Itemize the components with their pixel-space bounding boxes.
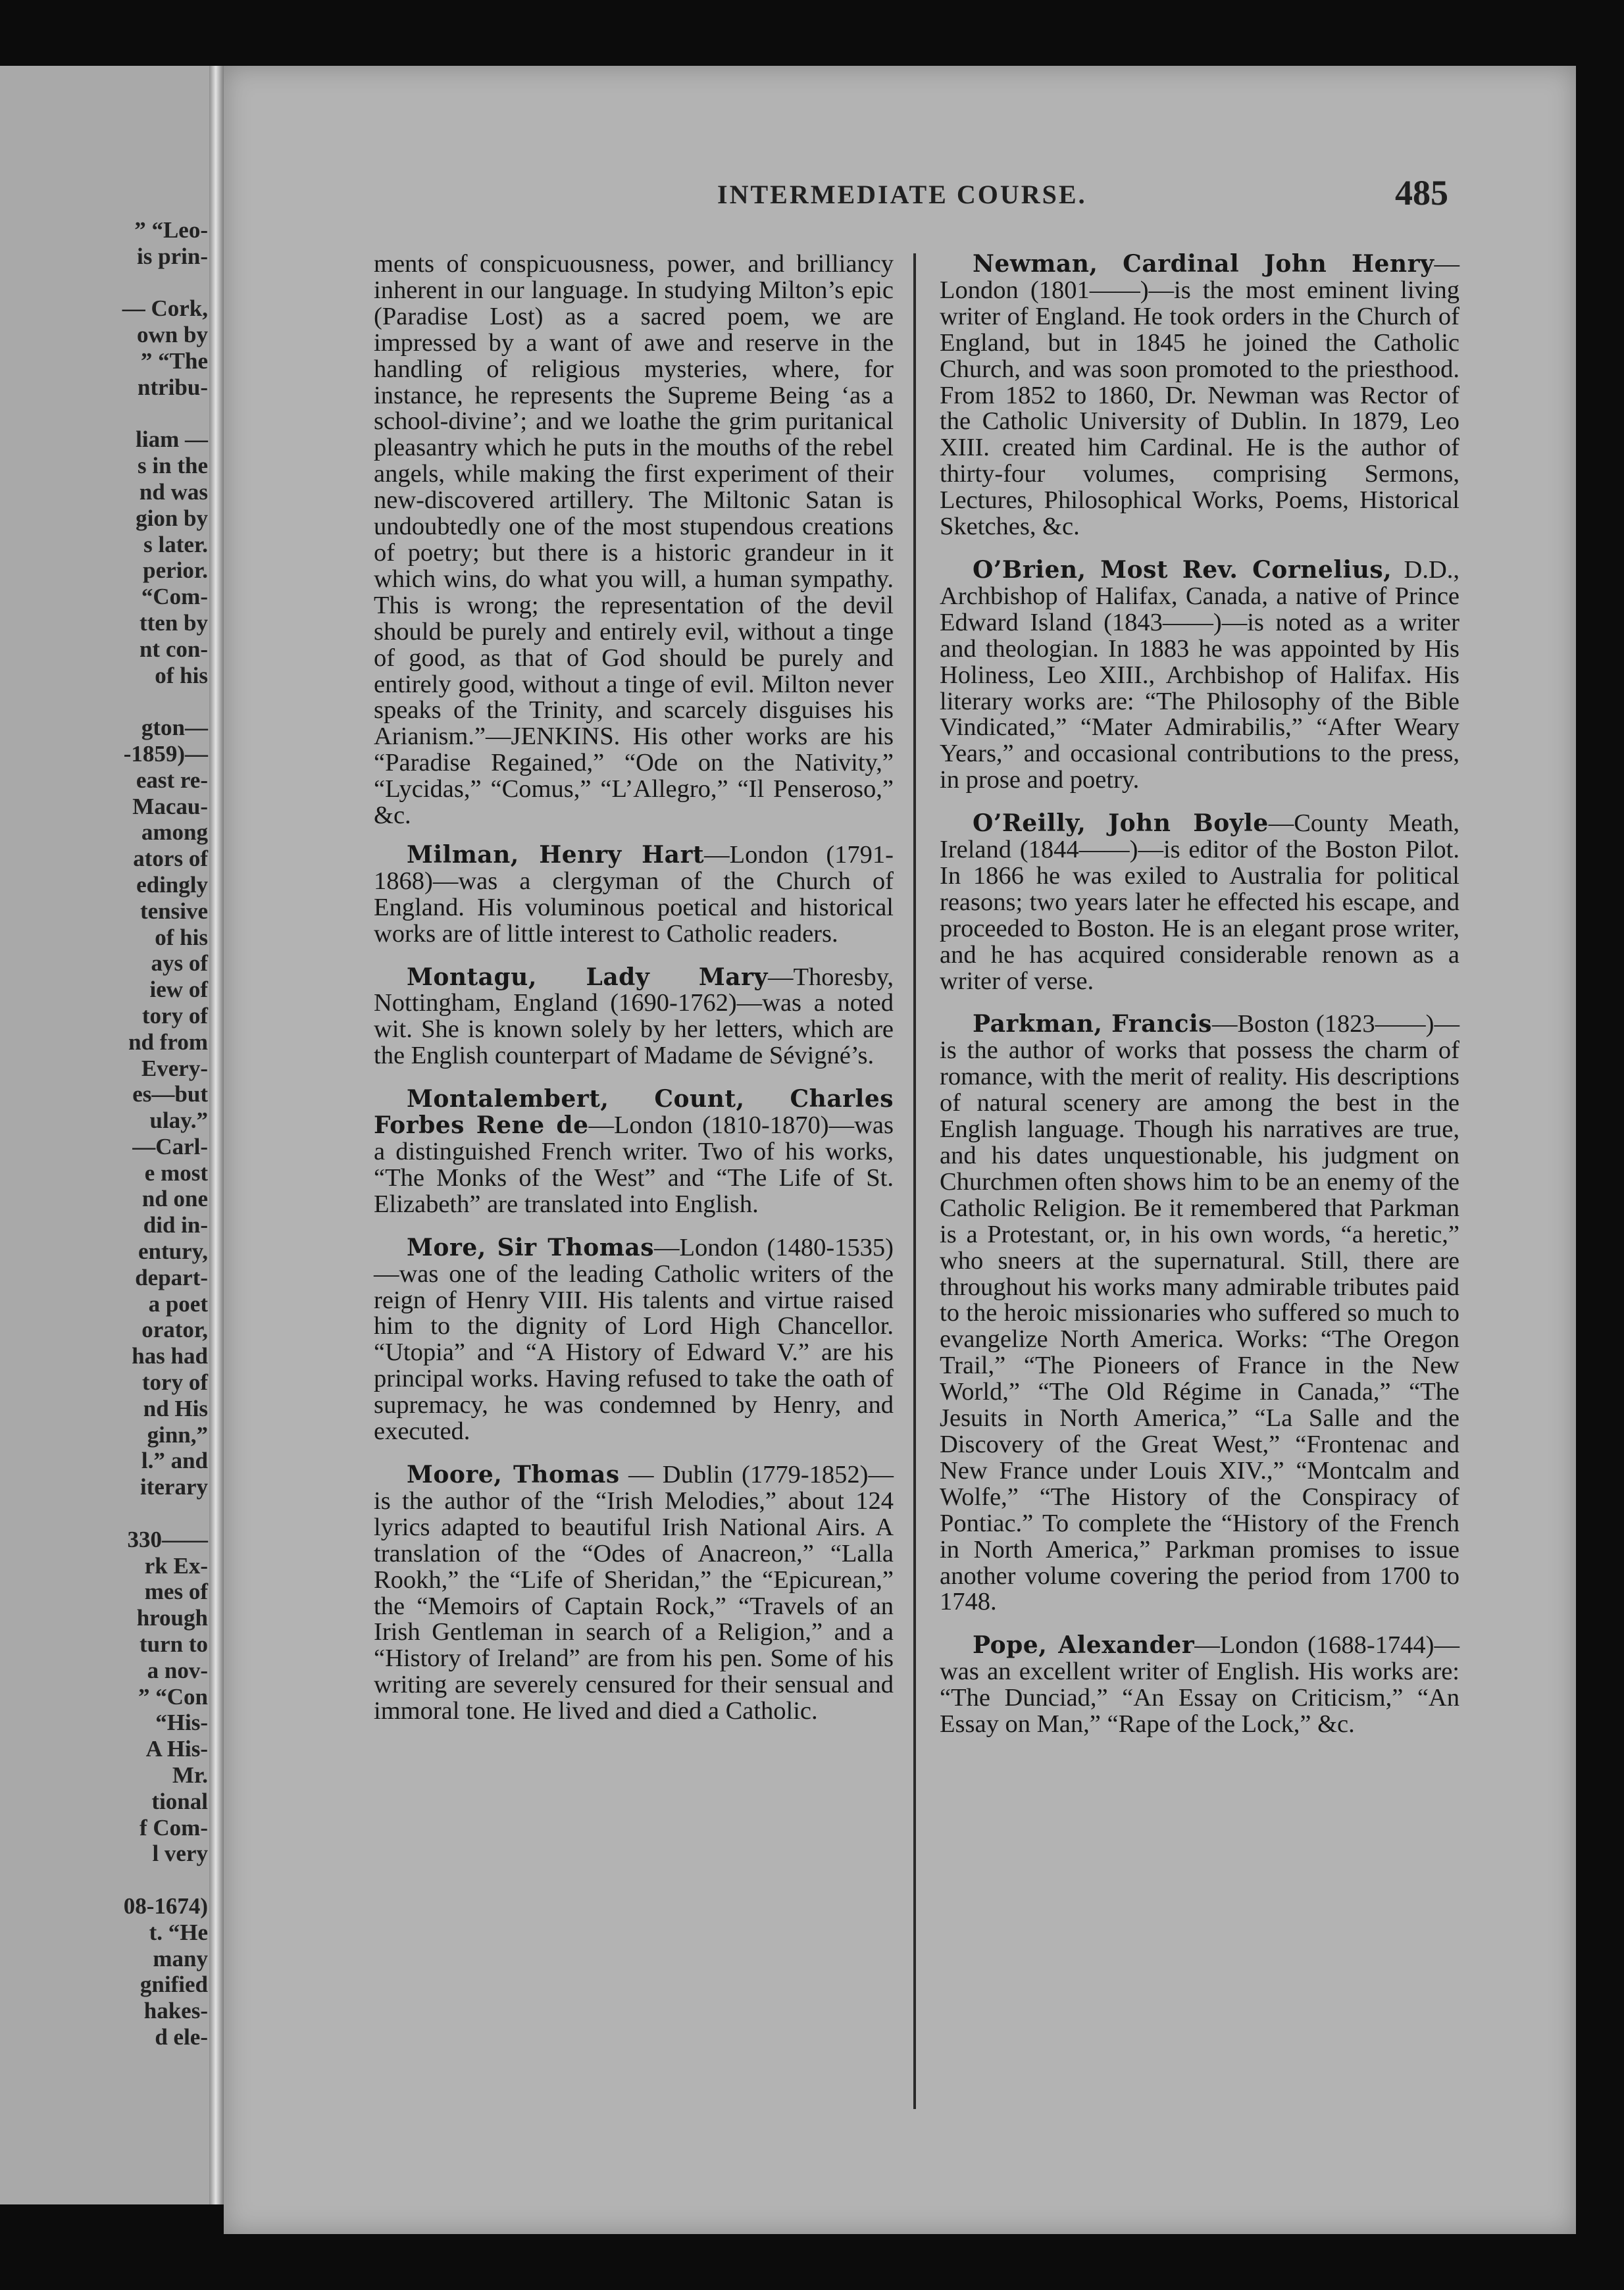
entry-paragraph <box>374 1462 894 1725</box>
facing-page-line: tten by <box>139 609 208 636</box>
entry-text: —London (1480-1535)—was one of the leading Catholic writers of the reign of Henry VIII. His talents and virtue raised him to the dignity of Lord High Chancellor. “Utopia” and “A History of Edward V.” are his principal works. Having refused to take the oath of supremacy, he was condemned by Henry, and executed. <box>374 1233 894 1446</box>
entry-text: — Dublin (1779-1852)—is the author of the “Irish Melodies,” about 124 lyrics adapted to beautiful Irish National Airs. A translation of the “Odes of Anacreon,” “Lalla Rookh,” the “Life of Sheridan,” the “Epicurean,” the “Memoirs of Captain Rock,” “Travels of an Irish Gentleman in search of a Religion,” and a “History of Ireland” are from his pen. Some of his writing are severely censured for their sensual and immoral tone. He lived and died a Catholic. <box>374 1460 894 1725</box>
facing-page-line: ginn,” <box>147 1421 208 1448</box>
facing-page-line: es—but <box>132 1081 208 1107</box>
entry-text: —London (1810-1870)—was a distinguished French writer. Two of his works, “The Monks of the West” and “The Life of St. Elizabeth” are translated into English. <box>374 1111 894 1218</box>
facing-page-line: a poet <box>148 1290 208 1317</box>
entry-paragraph <box>374 1235 894 1445</box>
facing-page-line: hakes- <box>143 1998 208 2024</box>
left-column <box>374 251 894 1742</box>
facing-page-line: gton— <box>141 715 208 741</box>
facing-page-line: l.” and <box>141 1448 208 1474</box>
biography-entry <box>940 251 1459 540</box>
facing-page-line: ulay.” <box>149 1107 208 1134</box>
column-divider <box>913 253 916 2109</box>
biography-entry <box>940 1633 1459 1738</box>
facing-page-line: -1859)— <box>123 740 208 767</box>
entry-headword: Pope, Alexander <box>973 1631 1195 1660</box>
entry-paragraph <box>374 965 894 1070</box>
facing-page-line: own by <box>137 322 208 348</box>
facing-page-line: entury, <box>138 1238 208 1265</box>
entry-text: —London (1801——)—is the most eminent living writer of England. He took orders in the Church of England, but in 1845 he joined the Catholic Church, and was soon promoted to the priesthood. From 1852 to 1860, Dr. Newman was Rector of the Catholic University of Dublin. In 1879, Leo XIII. created him Cardinal. He is the author of thirty-four volumes, comprising Sermons, Lectures, Philosophical Works, Poems, Historical Sketches, &c. <box>940 250 1459 541</box>
biography-entry <box>940 557 1459 794</box>
entry-text: D.D., Archbishop of Halifax, Canada, a native of Prince Edward Island (1843——)—is noted as a writer and theologian. In 1883 he was appointed by His Holiness, Leo XIII., Archbishop of Halifax. His literary works are: “The Philosophy of the Bible Vindicated,” “Mater Admirabilis,” “After Weary Years,” and occasional contributions to the press, in prose and poetry. <box>940 555 1460 794</box>
facing-page-line: ntribu- <box>138 374 208 400</box>
facing-page-line: ” “Leo- <box>134 217 208 243</box>
facing-page-line: d ele- <box>155 2023 208 2050</box>
entry-paragraph <box>940 557 1459 794</box>
facing-page-line: iterary <box>140 1474 208 1500</box>
facing-page-line: ays of <box>151 950 208 977</box>
facing-page-line: east re- <box>136 767 208 793</box>
facing-page-line: did in- <box>143 1212 208 1238</box>
biography-entry <box>374 1462 894 1725</box>
biography-entry <box>940 1011 1459 1616</box>
facing-page-line: a nov- <box>147 1657 208 1683</box>
facing-page-line: gion by <box>136 505 208 531</box>
entry-text: ments of conspicuousness, power, and brilliancy inherent in our language. In studying Milton’s epic (Paradise Lost) as a sacred poem, we are impressed by a want of awe and reserve in the handling of religious mysteries, where, for instance, he represents the Supreme Being ‘as a school-divine’; and we loathe the grim puritanical pleasantry which he puts in the mouths of the rebel angels, while making the first experiment of their new-discovered artillery. The Miltonic Satan is undoubtedly one of the most stupendous creations of poetry; but there is a historic grandeur in it which wins, do what you will, a human sympathy. This is wrong; the representation of the devil should be purely and entirely evil, without a tinge of good, as that of God should be purely and entirely good, without a tinge of evil. Milton never speaks of the Trinity, and scarcely disguises his Arianism.”—JENKINS. His other works are his “Paradise Regained,” “Ode on the Nativity,” “Lycidas,” “Comus,” “L’Allegro,” “Il Penseroso,” &c. <box>374 250 894 830</box>
facing-page-line: ” “Con <box>138 1683 208 1710</box>
facing-page-line: mes of <box>144 1579 208 1605</box>
facing-page-line: has had <box>132 1343 208 1369</box>
facing-page-line: liam — <box>136 426 208 453</box>
entry-text: —Thoresby, Nottingham, England (1690-1762)—was a noted wit. She is known solely by her letters, which are the English counterpart of Madame de Sévigné’s. <box>374 963 894 1070</box>
facing-page-line: nd His <box>143 1395 208 1421</box>
facing-page-line: 330—— <box>127 1526 208 1552</box>
facing-page-line: edingly <box>136 871 208 898</box>
entry-headword: Moore, Thomas <box>407 1460 620 1488</box>
facing-page-line: —Carl- <box>132 1133 208 1159</box>
facing-page-line <box>0 688 208 715</box>
facing-page-line: e most <box>144 1159 208 1186</box>
page-number: 485 <box>1395 173 1448 213</box>
facing-page-line: nt con- <box>139 636 208 662</box>
facing-page-line: of his <box>155 924 208 950</box>
biography-entry <box>940 811 1459 994</box>
facing-page-line <box>0 270 208 296</box>
biography-entry <box>374 1235 894 1445</box>
entry-headword: Milman, Henry Hart <box>407 840 705 869</box>
facing-page-line: t. “He <box>149 1919 208 1945</box>
entry-text: —County Meath, Ireland (1844——)—is editor of the Boston Pilot. In 1866 he was exiled to Australia for political reasons; two years later he effected his escape, and proceeded to Boston. He is an elegant prose writer, and he has acquired considerable renown as a writer of verse. <box>940 809 1459 995</box>
facing-page-line: orator, <box>141 1317 208 1343</box>
facing-page-line: nd one <box>141 1186 208 1212</box>
entry-paragraph <box>940 251 1459 540</box>
facing-page-line: tory of <box>141 1002 208 1029</box>
biography-entry <box>374 965 894 1070</box>
biography-entry <box>374 251 894 829</box>
running-head: INTERMEDIATE COURSE. <box>717 180 1087 209</box>
facing-page-line: 08-1674) <box>123 1893 208 1919</box>
entry-headword: O’Brien, Most Rev. Cornelius, <box>973 555 1392 584</box>
facing-page-line: of his <box>155 662 208 688</box>
facing-page-line: “Com- <box>141 584 208 610</box>
facing-page-line: tory of <box>141 1369 208 1396</box>
facing-page-line: perior. <box>143 557 208 584</box>
facing-page-line <box>0 1500 208 1527</box>
facing-page-line: — Cork, <box>122 295 208 322</box>
facing-page-line: A His- <box>145 1736 208 1762</box>
facing-page-line: s in the <box>138 453 208 479</box>
facing-page-line: turn to <box>139 1631 208 1658</box>
facing-page-line: many <box>153 1945 208 1972</box>
entry-paragraph <box>374 1086 894 1218</box>
facing-page-line: tional <box>151 1788 208 1814</box>
entry-paragraph <box>374 842 894 948</box>
entry-headword: Newman, Cardinal John Henry <box>973 250 1434 278</box>
entry-headword: Parkman, Francis <box>973 1010 1212 1038</box>
facing-page-line <box>0 1867 208 1893</box>
entry-paragraph <box>940 1011 1459 1616</box>
entry-headword: More, Sir Thomas <box>407 1233 654 1261</box>
entry-text: —London (1688-1744)—was an excellent writer of English. His works are: “The Dunciad,” “An Essay on Criticism,” “An Essay on Man,” “Rape of the Lock,” &c. <box>940 1631 1460 1739</box>
facing-page-line: “His- <box>155 1710 208 1736</box>
facing-page-fragment <box>0 66 217 2204</box>
facing-page-line: nd was <box>139 478 208 505</box>
entry-text: —London (1791-1868)—was a clergyman of the Church of England. His voluminous poetical and historical works are of little interest to Catholic readers. <box>374 840 894 948</box>
facing-page-line: tensive <box>140 898 208 924</box>
facing-page-line: ators of <box>133 846 208 872</box>
facing-page-line: l very <box>152 1841 208 1867</box>
facing-page-line: hrough <box>136 1605 208 1631</box>
facing-page-line: nd from <box>128 1029 208 1055</box>
entry-paragraph <box>940 1633 1459 1738</box>
facing-page-line: rk Ex- <box>144 1552 208 1579</box>
entry-headword: Montalembert, Count, Charles Forbes Rene de <box>374 1085 894 1140</box>
facing-page-line: Mr. <box>172 1762 208 1789</box>
biography-entry <box>374 1086 894 1218</box>
facing-page-line: ” “The <box>140 347 208 374</box>
biography-entry <box>374 842 894 948</box>
facing-page-line: gnified <box>140 1972 208 1998</box>
facing-page-line <box>0 401 208 427</box>
facing-page-line: is prin- <box>137 243 208 269</box>
facing-page-line: Macau- <box>132 793 208 819</box>
page-gutter <box>209 66 224 2204</box>
facing-page-line: among <box>141 819 208 846</box>
entry-headword: O’Reilly, John Boyle <box>973 809 1269 838</box>
facing-page-line: s later. <box>143 531 208 557</box>
entry-paragraph <box>374 251 894 829</box>
entry-text: —Boston (1823——)—is the author of works that possess the charm of romance, with the merit of reality. His descriptions of natural scenery are among the best in the English language. Though his narratives are true, and his dates unquestionable, his judgment on Churchmen often shows him to be an enemy of the Catholic Religion. Be it remembered that Parkman is a Protestant, or, in his own words, “a heretic,” who sneers at the supernatural. Still, there are throughout his works many admirable tributes paid to the heroic missionaries who suffered so much to evangelize North America. Works: “The Oregon Trail,” “The Pioneers of France in the New World,” “The Old Régime in Canada,” “The Jesuits in North America,” “La Salle and the Discovery of the Great West,” “Frontenac and New France under Louis XIV.,” “Montcalm and Wolfe,” “The History of the Conspiracy of Pontiac.” To complete the “History of the French in North America,” Parkman promises to issue another volume covering the period from 1700 to 1748. <box>940 1010 1459 1616</box>
facing-page-text <box>0 217 208 2050</box>
facing-page-line: Every- <box>141 1055 208 1081</box>
facing-page-line: depart- <box>135 1264 208 1290</box>
right-column <box>940 251 1459 1755</box>
facing-page-line: f Com- <box>140 1814 208 1841</box>
entry-paragraph <box>940 811 1459 994</box>
entry-headword: Montagu, Lady Mary <box>407 963 768 991</box>
facing-page-line: iew of <box>149 977 208 1003</box>
